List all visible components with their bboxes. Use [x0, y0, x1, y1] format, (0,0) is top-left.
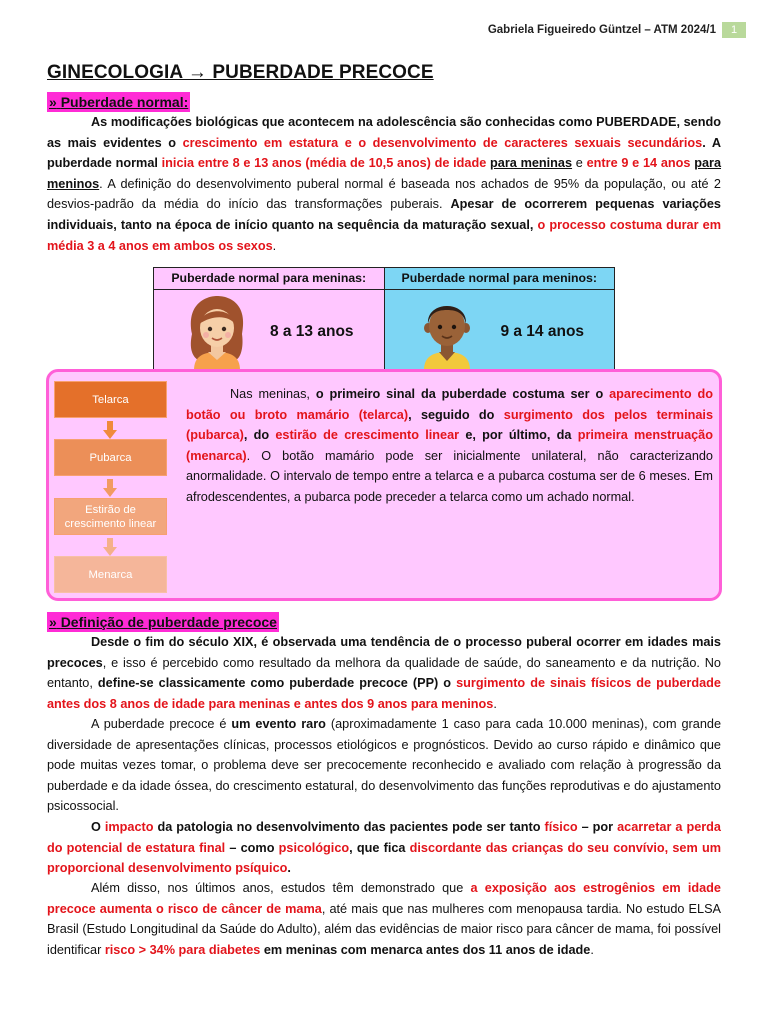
flow-arrow-icon	[103, 538, 117, 556]
flow-step-growth-spurt: Estirão de crescimento linear	[54, 498, 167, 535]
paragraph-impact: O impacto da patologia no desenvolvimento das pacientes pode ser tanto físico – por acarretar a perda do potencial de estatura final – como psicológico, que fica discordante das crianças do seu convívio, sem um proporcional desenvolvimento psíquico.	[47, 820, 721, 876]
heading-bullet: »	[49, 94, 57, 110]
paragraph-definition: Desde o fim do século XIX, é observada uma tendência de o processo puberal ocorrer em idades mais precoces, e isso é percebido como resultado da melhora da qualidade de saúde, do saneamento e da nutrição. No entanto, define-se classicamente como puberdade precoce (PP) o surgimento de sinais físicos de puberdade antes dos 8 anos de idade para meninas e antes dos 9 anos para meninos.	[47, 635, 721, 711]
age-range-table	[153, 267, 615, 374]
girl-avatar-icon	[184, 294, 250, 370]
boys-header: Puberdade normal para meninos:	[385, 268, 615, 290]
paragraph-risks: Além disso, nos últimos anos, estudos têm demonstrado que a exposição aos estrogênios em idade precoce aumenta o risco de câncer de mama, até mais que nas mulheres com menopausa tardia. No estudo ELSA Brasil (Estudo Longitudinal da Saúde do Adulto), além das evidências de maior risco para câncer de mama, foi possível identificar risco > 34% para diabetes em meninas com menarca antes dos 11 anos de idade.	[47, 881, 721, 957]
heading-text: Definição de puberdade precoce	[60, 614, 277, 630]
section-heading-normal-puberty	[47, 92, 190, 112]
puberty-sequence-text: Nas meninas, o primeiro sinal da puberdade costuma ser o aparecimento do botão ou broto mamário (telarca), seguido do surgimento dos pelos terminais (pubarca), do estirão de crescimento linear e, por último, da primeira menstruação (menarca). O botão mamário pode ser inicialmente unilateral, não caracterizando anormalidade. O intervalo de tempo entre a telarca e a pubarca costuma ser de 6 meses. Em afrodescendentes, a pubarca pode preceder a telarca como um achado normal.	[186, 387, 714, 504]
page-header	[488, 22, 746, 38]
flow-step-menarca: Menarca	[54, 556, 167, 593]
heading-text: Puberdade normal:	[60, 94, 189, 110]
page-title: GINECOLOGIA → PUBERDADE PRECOCE	[47, 62, 434, 83]
boys-column	[384, 268, 615, 373]
section-heading-precocious-puberty	[47, 612, 279, 632]
flow-step-pubarca: Pubarca	[54, 439, 167, 476]
boy-avatar-icon	[414, 294, 480, 370]
page-number: 1	[722, 22, 746, 38]
boys-age-range: 9 a 14 anos	[500, 322, 585, 340]
heading-bullet: »	[49, 614, 57, 630]
flow-arrow-icon	[103, 421, 117, 439]
girls-header: Puberdade normal para meninas:	[154, 268, 384, 290]
paragraph-normal-puberty: As modificações biológicas que acontecem na adolescência são conhecidas como PUBERDADE, sendo as mais evidentes o crescimento em estatura e o desenvolvimento de caracteres sexuais secundários. A puberdade normal inicia entre 8 e 13 anos (média de 10,5 anos) de idade para meninas e entre 9 e 14 anos para meninos. A definição do desenvolvimento puberal normal é baseada nos achados de 95% da população, ou até 2 desvios-padrão da média do início das transformações puberais. Apesar de ocorrerem pequenas variações individuais, tanto na época de início quanto na sequência da maturação sexual, o processo costuma durar em média 3 a 4 anos em ambos os sexos.	[47, 115, 722, 253]
paragraph-rarity: A puberdade precoce é um evento raro (aproximadamente 1 caso para cada 10.000 meninas), com grande diversidade de apresentações clínicas, processos etiológicos e prognósticos. Devido ao curso rápido e dinâmico que pode muitas vezes tomar, o problema deve ser precocemente reconhecido e avaliado com relação à progressão da puberdade e da idade óssea, do crescimento estatural, do desenvolvimento das funções reprodutivas e do ajustamento psicossocial.	[47, 717, 721, 814]
flow-step-telarca: Telarca	[54, 381, 167, 418]
author-line: Gabriela Figueiredo Güntzel – ATM 2024/1	[487, 24, 716, 36]
girls-column	[154, 268, 384, 373]
flow-arrow-icon	[103, 479, 117, 497]
girls-age-range: 8 a 13 anos	[269, 322, 354, 340]
